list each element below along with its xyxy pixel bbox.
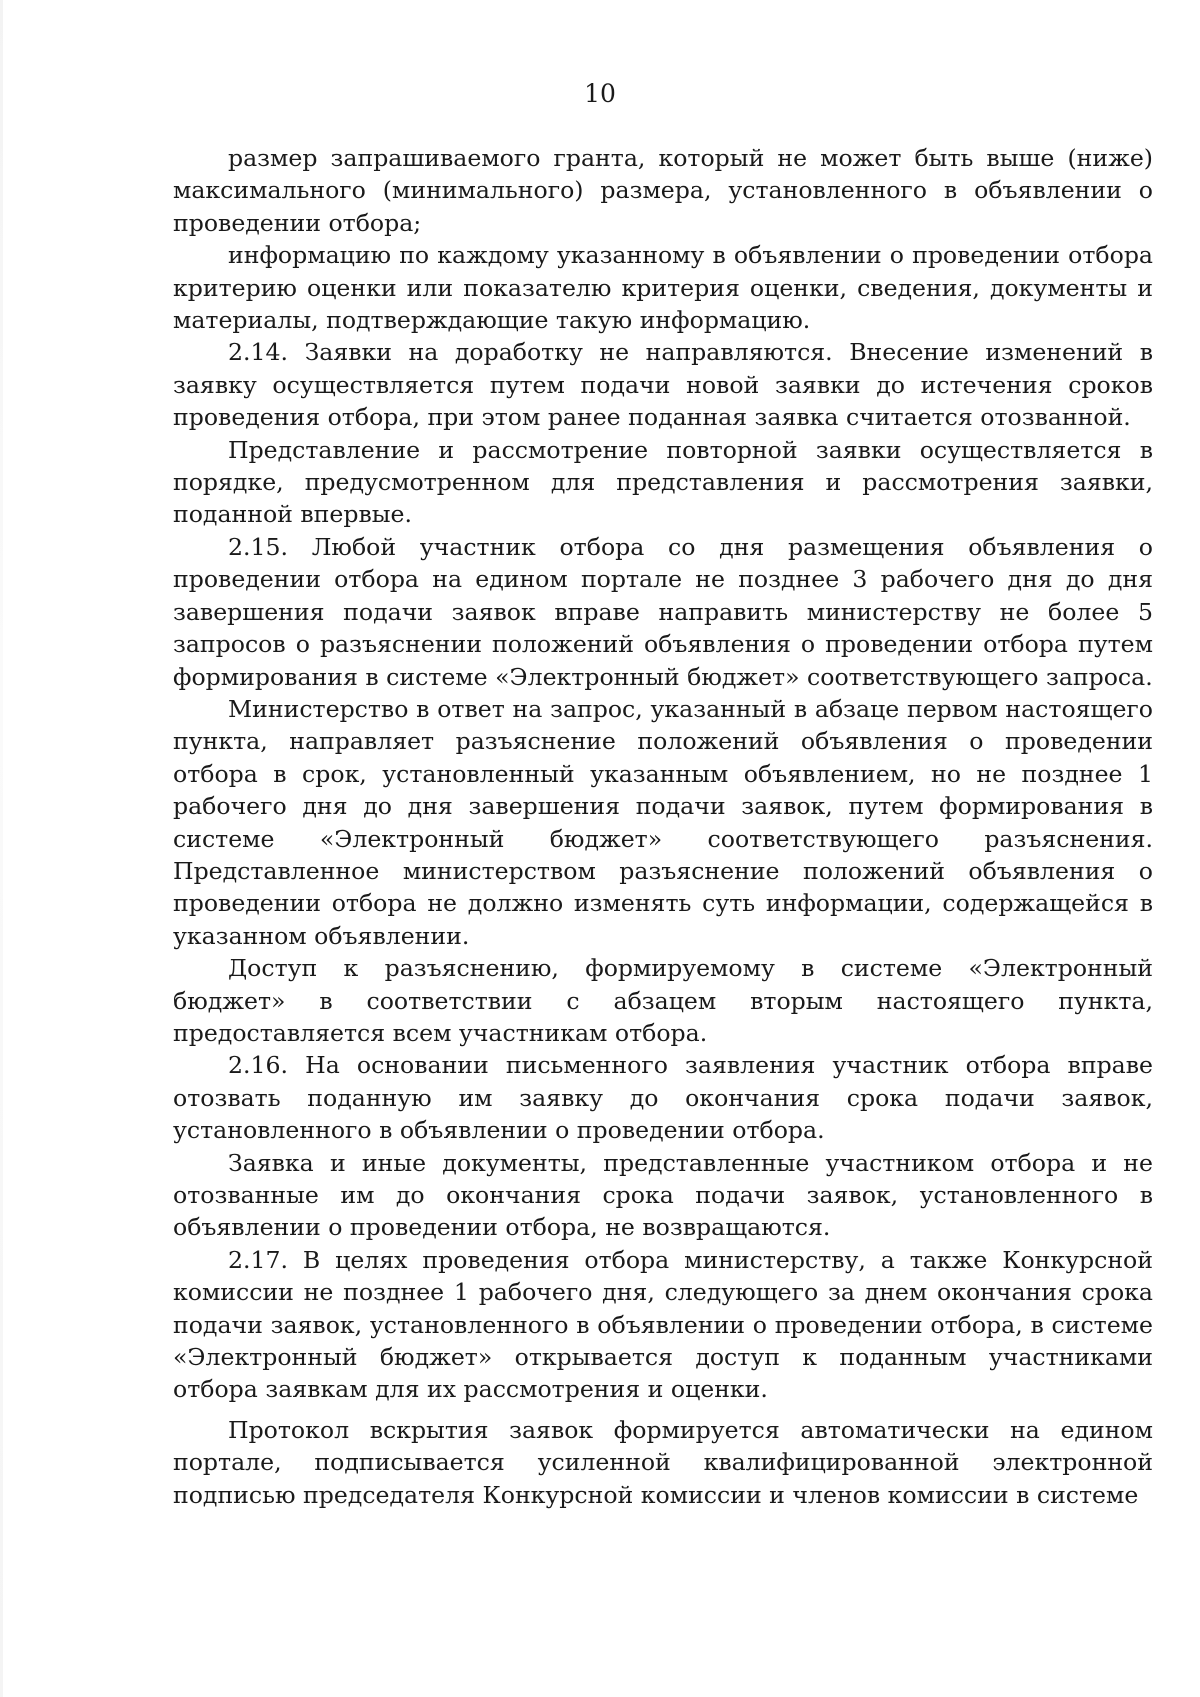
- scan-edge: [0, 0, 3, 1697]
- paragraph-ministry-response: Министерство в ответ на запрос, указанный в абзаце первом настоящего пункта, направляет разъяснение положений объявления о проведении отбора в срок, установленный указанным объявлением, но не позднее 1 рабочего дня до дня завершения подачи заявок, путем формирования в системе «Электронный бюджет» соответствующего разъяснения. Представленное министерством разъяснение положений объявления о проведении отбора не должно изменять суть информации, содержащейся в указанном объявлении.: [173, 694, 1153, 950]
- paragraph-repeat-application: Представление и рассмотрение повторной заявки осуществляется в порядке, предусмотренном для представления и рассмотрения заявки, поданной впервые.: [173, 435, 1153, 529]
- paragraph-2-15: 2.15. Любой участник отбора со дня размещения объявления о проведении отбора на едином портале не позднее 3 рабочего дня до дня завершения подачи заявок вправе направить министерству не более 5 запросов о разъяснении положений объявления о проведении отбора путем формирования в системе «Электронный бюджет» соответствующего запроса.: [173, 532, 1153, 691]
- paragraph-grant-size: размер запрашиваемого гранта, который не может быть выше (ниже) максимального (минимального) размера, установленного в объявлении о проведении отбора;: [173, 144, 1153, 237]
- paragraph-documents-not-returned: Заявка и иные документы, представленные участником отбора и не отозванные им до окончания срока подачи заявок, установленного в объявлении о проведении отбора, не возвращаются.: [173, 1148, 1153, 1242]
- paragraph-2-16: 2.16. На основании письменного заявления участник отбора вправе отозвать поданную им заявку до окончания срока подачи заявок, установленного в объявлении о проведении отбора.: [173, 1051, 1153, 1145]
- paragraph-2-14: 2.14. Заявки на доработку не направляются. Внесение изменений в заявку осуществляется путем подачи новой заявки до истечения сроков проведения отбора, при этом ранее поданная заявка считается отозванной.: [173, 338, 1153, 432]
- paragraph-criteria-info: информацию по каждому указанному в объявлении о проведении отбора критерию оценки или показателю критерия оценки, сведения, документы и материалы, подтверждающие такую информацию.: [173, 241, 1153, 335]
- paragraph-protocol: Протокол вскрытия заявок формируется автоматически на едином портале, подписывается усиленной квалифицированной электронной подписью председателя Конкурсной комиссии и членов комиссии в системе: [173, 1415, 1153, 1509]
- paragraph-2-17: 2.17. В целях проведения отбора министерству, а также Конкурсной комиссии не позднее 1 рабочего дня, следующего за днем окончания срока подачи заявок, установленного в объявлении о проведении отбора, в системе «Электронный бюджет» открывается доступ к поданным участниками отбора заявкам для их рассмотрения и оценки.: [173, 1245, 1153, 1404]
- paragraph-access-clarification: Доступ к разъяснению, формируемому в системе «Электронный бюджет» в соответствии с абзацем вторым настоящего пункта, предоставляется всем участникам отбора.: [173, 954, 1153, 1047]
- page-number: 10: [584, 79, 616, 108]
- document-body: [173, 142, 1153, 1511]
